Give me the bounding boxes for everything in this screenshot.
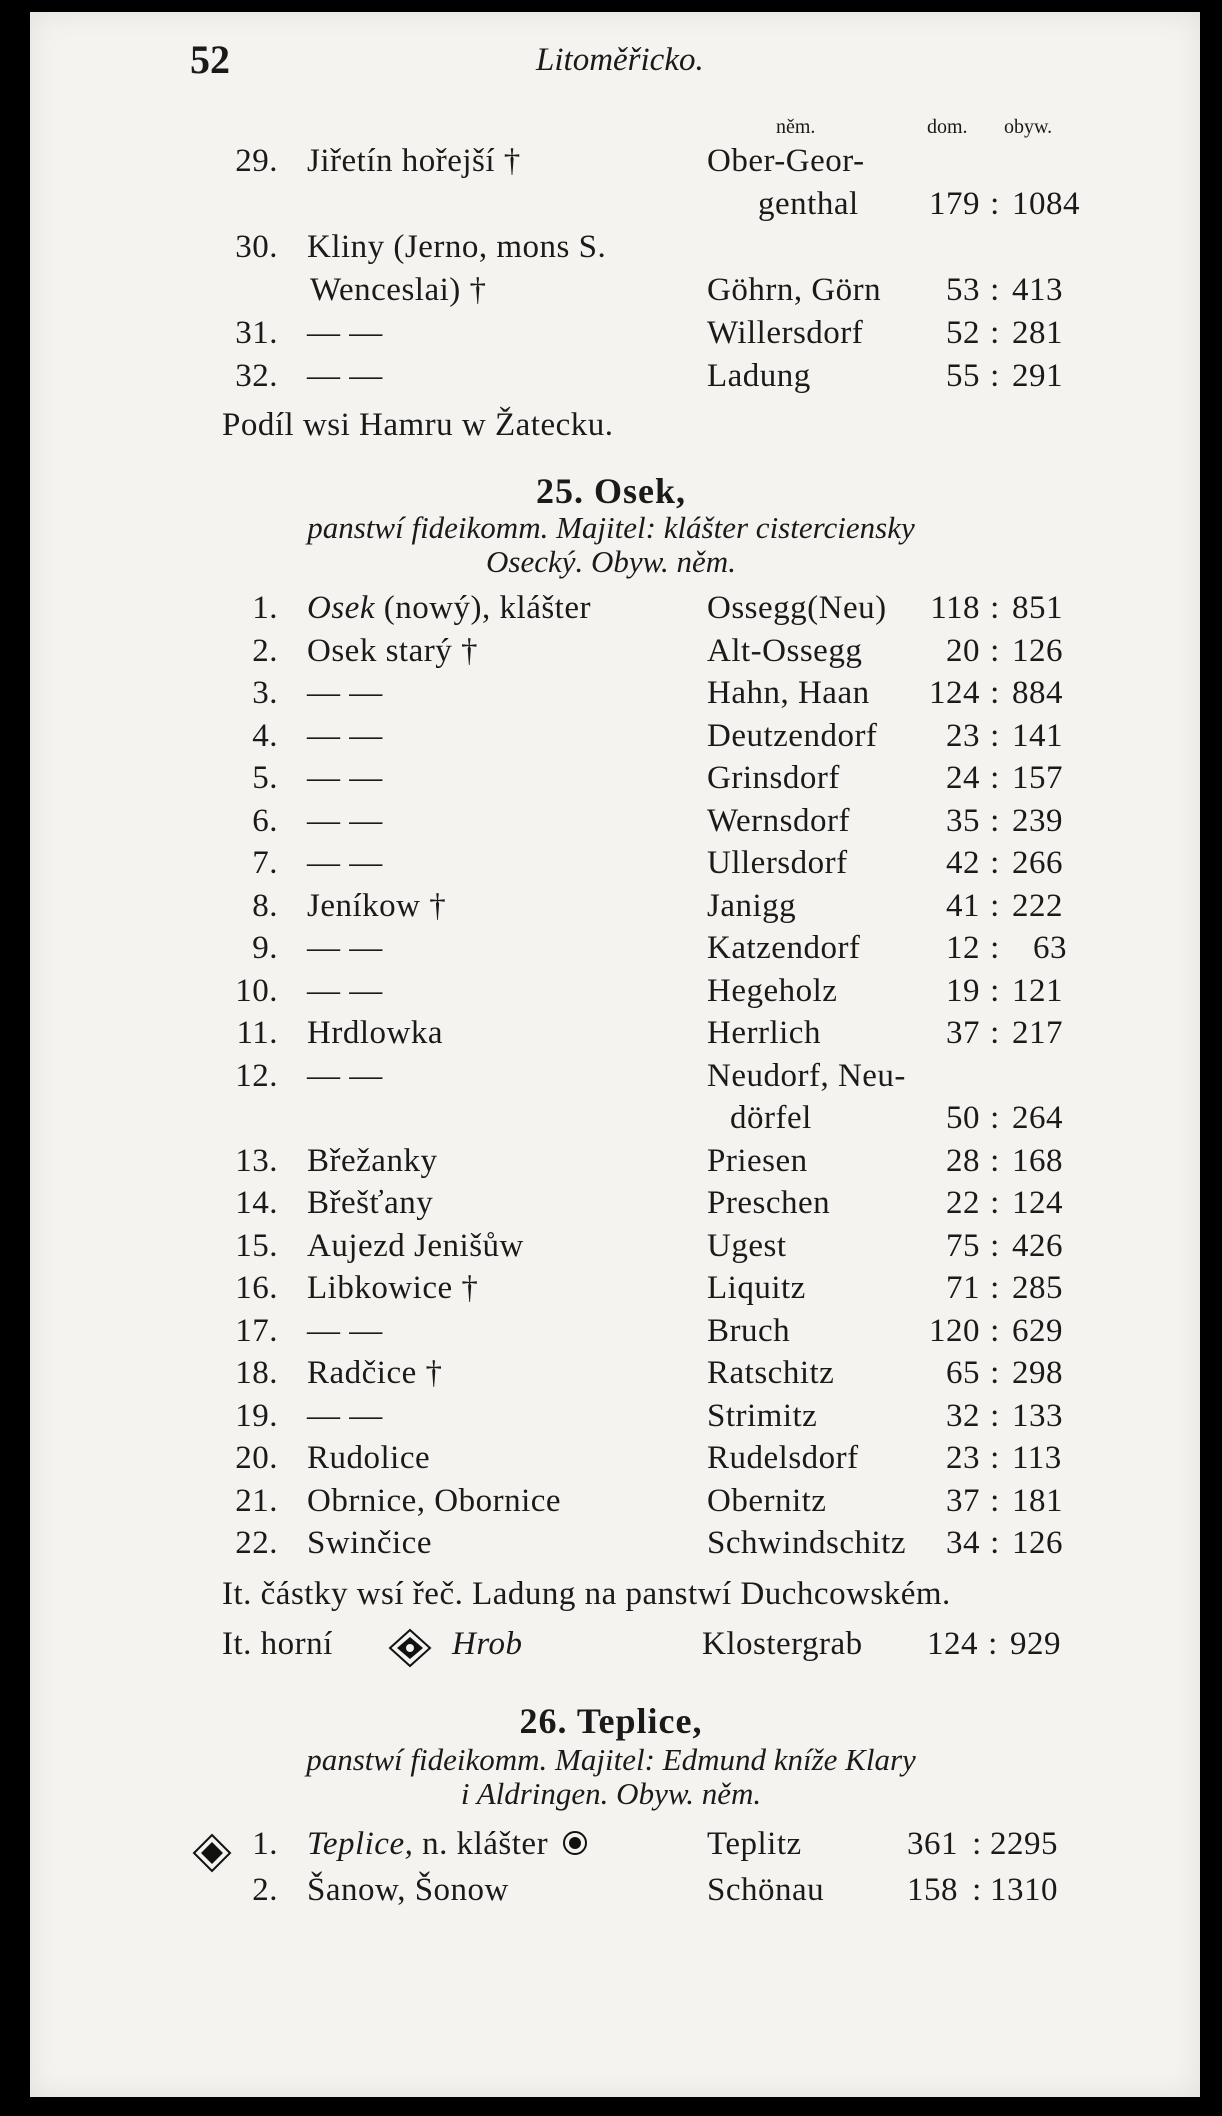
- b2-name: — —: [307, 972, 383, 1009]
- b2-name: — —: [307, 930, 383, 966]
- b2-row: [0, 1440, 1222, 1483]
- b1-name: Kliny (Jerno, mons S.: [307, 229, 607, 265]
- b2-dom: 75: [946, 1227, 980, 1264]
- b2-obyw: 239: [1012, 802, 1063, 839]
- b3-dom: 361: [907, 1826, 958, 1862]
- b1-name: Jiřetín hořejší †: [307, 143, 521, 179]
- b2-num: 17.: [235, 1312, 278, 1349]
- b2-colon: :: [990, 1440, 1000, 1476]
- b2-colon: :: [990, 887, 1000, 924]
- b2-obyw: 264: [1012, 1100, 1063, 1136]
- b2-german: Hahn, Haan: [707, 675, 870, 711]
- b3-german: Schönau: [707, 1872, 825, 1908]
- b2-num: 8.: [252, 887, 278, 924]
- b2-german: Janigg: [707, 887, 797, 924]
- b2-obyw: 266: [1012, 845, 1063, 881]
- b2-name: Libkowice †: [307, 1270, 479, 1306]
- b1-dom: 55: [946, 358, 980, 394]
- section-25-sub2: Osecký. Obyw. něm.: [486, 544, 736, 579]
- b2-colon: :: [990, 717, 1000, 754]
- b2-name: Břežanky: [307, 1142, 438, 1179]
- b2-dom: 35: [946, 802, 980, 839]
- b1-colon: :: [990, 186, 1000, 222]
- b2-german: Ugest: [707, 1227, 787, 1264]
- b2-dom: 120: [929, 1312, 980, 1349]
- b2-name: Swinčice: [307, 1525, 432, 1561]
- b2-obyw: 168: [1012, 1142, 1063, 1179]
- b1-name: Wenceslai) †: [310, 272, 487, 308]
- b2-obyw: 63: [1033, 930, 1067, 966]
- b1-dom: 53: [946, 272, 980, 308]
- b1-num: 32.: [235, 358, 278, 394]
- b2-row: [0, 1525, 1222, 1568]
- b2-row: [0, 760, 1222, 803]
- col-head-obyw: obyw.: [1004, 116, 1053, 138]
- b2-num: 14.: [235, 1185, 278, 1221]
- b2-name: [307, 590, 591, 627]
- col-head-nem: něm.: [776, 116, 816, 138]
- section-26-sub2: i Aldringen. Obyw. něm.: [460, 1776, 762, 1811]
- b2-colon: :: [990, 1185, 1000, 1221]
- b2-num: 3.: [252, 675, 278, 711]
- b2-colon: :: [990, 1355, 1000, 1391]
- b1-row: [0, 229, 1222, 272]
- b2-dom: 41: [946, 887, 980, 924]
- b2-obyw: 426: [1012, 1227, 1063, 1264]
- b2-german: Liquitz: [707, 1270, 806, 1306]
- b1-obyw: 413: [1012, 272, 1063, 308]
- b2-name: — —: [307, 802, 383, 839]
- b3-german: Teplitz: [707, 1826, 802, 1862]
- note-lt2-prefix: It. horní: [222, 1626, 333, 1662]
- running-title: Litoměřicko.: [536, 42, 704, 78]
- b2-german: Strimitz: [707, 1397, 818, 1434]
- b2-obyw: 126: [1012, 1525, 1063, 1561]
- b2-colon: :: [990, 1312, 1000, 1349]
- b2-dom: 34: [946, 1525, 980, 1561]
- note-lt2-dom: 124: [927, 1626, 978, 1662]
- b2-row: [0, 803, 1222, 846]
- b1-row: [0, 358, 1222, 401]
- b2-german: Ratschitz: [707, 1355, 835, 1391]
- b2-colon: :: [990, 1397, 1000, 1434]
- b2-german: Neudorf, Neu-: [707, 1057, 906, 1094]
- b1-german: Willersdorf: [707, 315, 864, 351]
- b2-obyw: 113: [1012, 1440, 1062, 1476]
- b2-german: Schwindschitz: [707, 1525, 906, 1561]
- b2-obyw: 851: [1012, 590, 1063, 626]
- b1-name: — —: [307, 315, 383, 351]
- b2-colon: :: [990, 760, 1000, 796]
- b1-german: Ladung: [707, 358, 811, 394]
- b2-name: — —: [307, 675, 383, 711]
- b2-colon: :: [990, 1100, 1000, 1136]
- b1-colon: :: [990, 315, 1000, 351]
- b2-name: — —: [307, 845, 383, 881]
- b1-colon: :: [990, 272, 1000, 308]
- b2-num: 6.: [252, 802, 278, 839]
- b2-german: Preschen: [707, 1185, 831, 1221]
- b2-num: 7.: [252, 845, 278, 881]
- b2-name: Aujezd Jenišůw: [307, 1227, 524, 1264]
- b2-obyw: 629: [1012, 1312, 1063, 1349]
- b2-dom: 118: [930, 590, 980, 626]
- b1-dom: 179: [929, 186, 980, 222]
- b1-num: 31.: [235, 315, 278, 351]
- b2-colon: :: [990, 1482, 1000, 1519]
- note-lt2-german: Klostergrab: [702, 1626, 863, 1662]
- b2-num: 21.: [235, 1482, 278, 1519]
- b2-dom: 19: [946, 972, 980, 1009]
- b2-colon: :: [990, 1227, 1000, 1264]
- b2-dom: 42: [946, 845, 980, 881]
- b2-colon: :: [990, 1525, 1000, 1561]
- b2-german: Herrlich: [707, 1015, 821, 1051]
- b2-obyw: 298: [1012, 1355, 1063, 1391]
- b2-name: Radčice †: [307, 1355, 443, 1391]
- b3-name: Šanow, Šonow: [307, 1872, 509, 1908]
- b1-row: [0, 143, 1222, 186]
- b2-row: [0, 1143, 1222, 1186]
- b2-row: [0, 1058, 1222, 1101]
- b1-row: [0, 315, 1222, 358]
- b2-row: [0, 1228, 1222, 1271]
- b2-row: [0, 1313, 1222, 1356]
- b2-name: — —: [307, 1312, 383, 1349]
- b2-colon: :: [990, 590, 1000, 626]
- b3-colon: :: [972, 1872, 982, 1908]
- b1-obyw: 281: [1012, 315, 1063, 351]
- b1-num: 29.: [235, 143, 278, 179]
- b2-name: — —: [307, 1057, 383, 1094]
- b2-row: [0, 1398, 1222, 1441]
- b2-obyw: 141: [1012, 717, 1063, 754]
- b2-name-rest: (nowý), klášter: [374, 590, 591, 626]
- b2-obyw: 126: [1012, 632, 1063, 669]
- b2-row: [0, 888, 1222, 931]
- b2-colon: :: [990, 1142, 1000, 1179]
- b2-name: Obrnice, Obornice: [307, 1482, 562, 1519]
- b2-obyw: 124: [1012, 1185, 1063, 1221]
- b2-dom: 12: [946, 930, 980, 966]
- b2-num: 22.: [235, 1525, 278, 1561]
- b2-row: [0, 1100, 1222, 1143]
- b2-obyw: 157: [1012, 760, 1063, 796]
- b2-dom: 37: [946, 1482, 980, 1519]
- b2-german: Alt-Ossegg: [707, 632, 863, 669]
- b2-obyw: 181: [1012, 1482, 1063, 1519]
- b2-german: Deutzendorf: [707, 717, 878, 754]
- page-number: 52: [190, 37, 230, 82]
- b2-num: 12.: [235, 1057, 278, 1094]
- b2-dom: 65: [946, 1355, 980, 1391]
- b2-german: Rudelsdorf: [707, 1440, 859, 1476]
- b2-num: 5.: [252, 760, 278, 796]
- b2-colon: :: [990, 802, 1000, 839]
- b2-german: Priesen: [707, 1142, 808, 1179]
- b1-row: [0, 186, 1222, 229]
- b2-obyw: 884: [1012, 675, 1063, 711]
- b2-dom: 23: [946, 717, 980, 754]
- b2-num: 4.: [252, 717, 278, 754]
- b2-dom: 71: [946, 1270, 980, 1306]
- b1-obyw: 291: [1012, 358, 1063, 394]
- note-lt2-name: Hrob: [452, 1626, 523, 1662]
- b2-name-italic: Osek: [307, 590, 375, 626]
- b3-dom: 158: [907, 1872, 958, 1908]
- b1-german: Göhrn, Görn: [707, 272, 882, 308]
- b3-num: 2.: [252, 1872, 278, 1908]
- b1-name: — —: [307, 358, 383, 394]
- b2-row: [0, 973, 1222, 1016]
- b2-name: Jeníkow †: [307, 887, 447, 924]
- col-head-dom: dom.: [927, 116, 968, 138]
- b2-row: [0, 1185, 1222, 1228]
- b3-name: [307, 1826, 588, 1865]
- section-25-heading: 25. Osek,: [535, 471, 686, 511]
- b2-row: [0, 1270, 1222, 1313]
- b2-row: [0, 930, 1222, 973]
- section-25-sub1: panstwí fideikomm. Majitel: klášter cisterciensky: [307, 510, 915, 545]
- castle-ornament-icon: [386, 1628, 434, 1673]
- b2-num: 9.: [252, 930, 278, 966]
- spa-symbol-icon: [562, 1828, 588, 1865]
- b2-german: Ossegg(Neu): [707, 590, 887, 626]
- b2-name: Osek starý †: [307, 632, 478, 669]
- b2-row: [0, 845, 1222, 888]
- b2-obyw: 217: [1012, 1015, 1063, 1051]
- b2-num: 10.: [235, 972, 278, 1009]
- b2-obyw: 285: [1012, 1270, 1063, 1306]
- b2-num: 18.: [235, 1355, 278, 1391]
- b2-colon: :: [990, 675, 1000, 711]
- b2-dom: 37: [946, 1015, 980, 1051]
- note-lt1: It. částky wsí řeč. Ladung na panstwí Duchcowském.: [222, 1576, 951, 1612]
- b2-row: [0, 1483, 1222, 1526]
- b2-dom: 20: [946, 632, 980, 669]
- b2-dom: 24: [946, 760, 980, 796]
- b3-name-rest: n. klášter: [413, 1826, 549, 1862]
- b2-num: 15.: [235, 1227, 278, 1264]
- b2-obyw: 222: [1012, 887, 1063, 924]
- b3-name-italic: Teplice,: [307, 1826, 414, 1862]
- b2-name: — —: [307, 1397, 383, 1434]
- b2-dom: 22: [946, 1185, 980, 1221]
- b2-german: Hegeholz: [707, 972, 838, 1009]
- b1-row: [0, 272, 1222, 315]
- b2-num: 16.: [235, 1270, 278, 1306]
- b2-num: 20.: [235, 1440, 278, 1476]
- b2-german: Katzendorf: [707, 930, 861, 966]
- b2-dom: 50: [946, 1100, 980, 1136]
- b2-german: dörfel: [730, 1100, 812, 1136]
- b1-num: 30.: [235, 229, 278, 265]
- b2-row: [0, 633, 1222, 676]
- b2-dom: 124: [929, 675, 980, 711]
- b3-colon: :: [972, 1826, 982, 1862]
- b2-colon: :: [990, 972, 1000, 1009]
- b2-row: [0, 1355, 1222, 1398]
- block1-note: Podíl wsi Hamru w Žatecku.: [222, 407, 614, 443]
- b3-obyw: 1310: [990, 1872, 1058, 1908]
- b2-row: [0, 675, 1222, 718]
- b2-num: 11.: [236, 1015, 278, 1051]
- b1-colon: :: [990, 358, 1000, 394]
- b1-german: Ober-Geor-: [707, 143, 865, 179]
- b2-name: Rudolice: [307, 1440, 431, 1476]
- b2-obyw: 133: [1012, 1397, 1063, 1434]
- b2-colon: :: [990, 1015, 1000, 1051]
- section-26-sub1: panstwí fideikomm. Majitel: Edmund kníže Klary: [306, 1742, 916, 1777]
- b2-german: Grinsdorf: [707, 760, 840, 796]
- b2-colon: :: [990, 930, 1000, 966]
- b2-dom: 32: [946, 1397, 980, 1434]
- b1-dom: 52: [946, 315, 980, 351]
- b2-german: Wernsdorf: [707, 802, 850, 839]
- b2-colon: :: [990, 632, 1000, 669]
- b2-name: Břešťany: [307, 1185, 434, 1221]
- b2-num: 19.: [235, 1397, 278, 1434]
- b2-german: Bruch: [707, 1312, 791, 1349]
- b2-colon: :: [990, 845, 1000, 881]
- b2-dom: 23: [946, 1440, 980, 1476]
- b1-german: genthal: [758, 186, 859, 222]
- b2-name: Hrdlowka: [307, 1015, 443, 1051]
- b2-dom: 28: [946, 1142, 980, 1179]
- b2-num: 1.: [252, 590, 278, 626]
- b2-row: [0, 718, 1222, 761]
- note-lt2-colon: :: [988, 1626, 998, 1662]
- b1-obyw: 1084: [1012, 186, 1080, 222]
- b3-num: 1.: [252, 1826, 278, 1862]
- b2-obyw: 121: [1012, 972, 1063, 1009]
- b2-row: [0, 590, 1222, 633]
- note-lt2-obyw: 929: [1010, 1626, 1061, 1662]
- section-26-heading: 26. Teplice,: [519, 1701, 703, 1741]
- b2-colon: :: [990, 1270, 1000, 1306]
- b2-row: [0, 1015, 1222, 1058]
- b2-num: 2.: [252, 632, 278, 669]
- b2-num: 13.: [235, 1142, 278, 1179]
- b3-obyw: 2295: [990, 1826, 1058, 1862]
- b2-name: — —: [307, 760, 383, 796]
- b2-name: — —: [307, 717, 383, 754]
- b2-german: Obernitz: [707, 1482, 827, 1519]
- b2-german: Ullersdorf: [707, 845, 848, 881]
